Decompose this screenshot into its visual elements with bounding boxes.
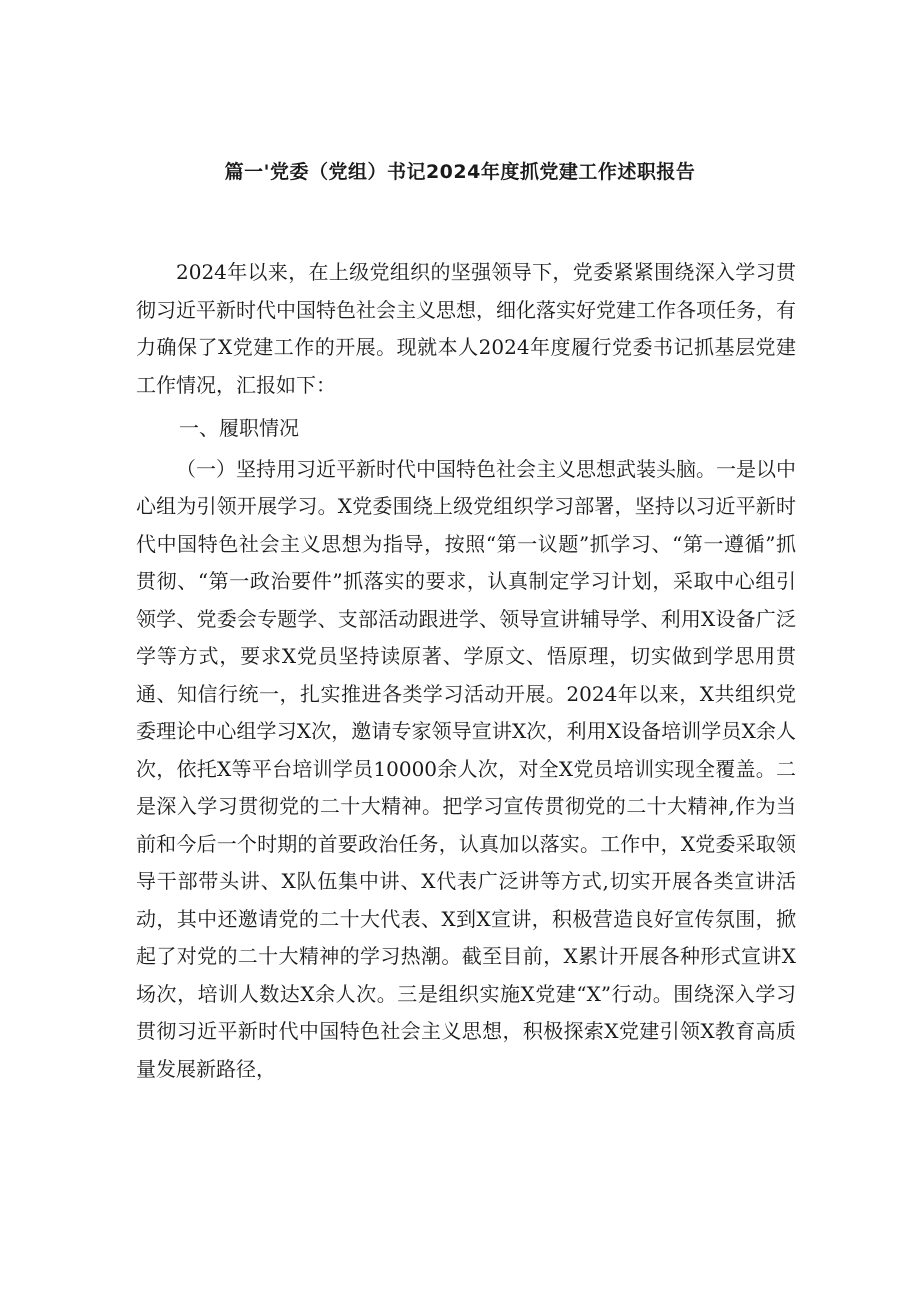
section-paragraph: （一）坚持用习近平新时代中国特色社会主义思想武装头脑。一是以中心组为引领开展学习。X党委围绕上级党组织学习部署，坚持以习近平新时代中国特色社会主义思想为指导，按照“第一议题”抓学习、“第一遵循”抓贯彻、“第一政治要件”抓落实的要求，认真制定学习计划，采取中心组引领学、党委会专题学、支部活动跟进学、领导宣讲辅导学、利用X设备广泛学等方式，要求X党员坚持读原著、学原文、悟原理，切实做到学思用贯通、知信行统一，扎实推进各类学习活动开展。2024年以来，X共组织党委理论中心组学习X次，邀请专家领导宣讲X次，利用X设备培训学员X余人次，依托X等平台培训学员10000余人次，对全X党员培训实现全覆盖。二是深入学习贯彻党的二十大精神。把学习宣传贯彻党的二十大精神,作为当前和今后一个时期的首要政治任务，认真加以落实。工作中，X党委采取领导干部带头讲、X队伍集中讲、X代表广泛讲等方式,切实开展各类宣讲活动，其中还邀请党的二十大代表、X到X宣讲，积极营造良好宣传氛围，掀起了对党的二十大精神的学习热潮。截至目前，X累计开展各种形式宣讲X场次，培训人数达X余人次。三是组织实施X党建“X”行动。围绕深入学习贯彻习近平新时代中国特色社会主义思想，积极探索X党建引领X教育高质量发展新路径， [136,456,796,1081]
document-body [136,254,796,1088]
section-heading: 一、履职情况 [179,416,299,440]
intro-paragraph: 2024年以来，在上级党组织的坚强领导下，党委紧紧围绕深入学习贯彻习近平新时代中国特色社会主义思想，细化落实好党建工作各项任务，有力确保了X党建工作的开展。现就本人2024年度履行党委书记抓基层党建工作情况，汇报如下： [136,260,796,397]
document-title: 篇一'党委（党组）书记2024年度抓党建工作述职报告 [224,161,696,183]
